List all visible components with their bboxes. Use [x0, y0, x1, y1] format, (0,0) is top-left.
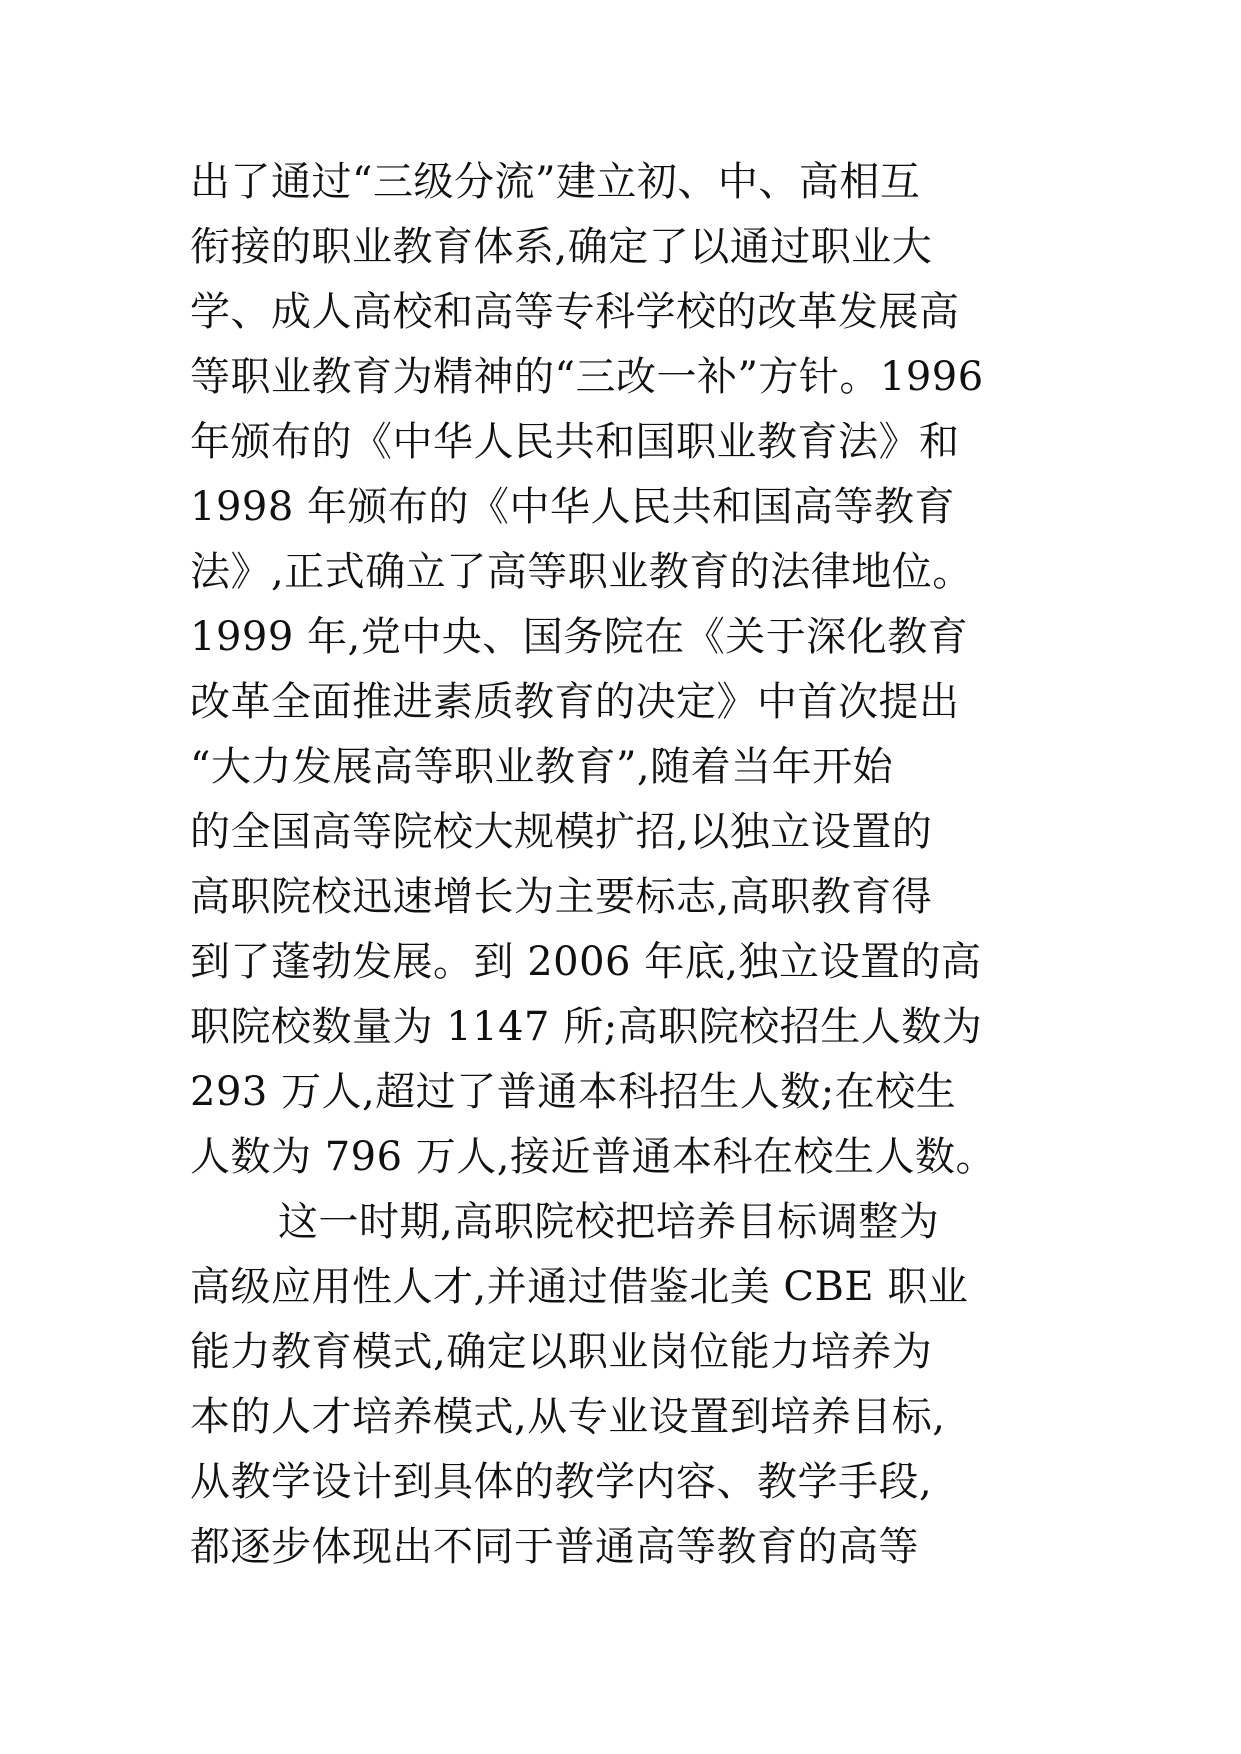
text-line: 法》,正式确立了高等职业教育的法律地位。 — [190, 549, 973, 595]
text-line: 衔接的职业教育体系,确定了以通过职业大 — [190, 224, 933, 270]
text-line: 出了通过“三级分流”建立初、中、高相互 — [190, 159, 921, 205]
text-line: 1998 年颁布的《中华人民共和国高等教育 — [190, 484, 956, 530]
text-line: 高职院校迅速增长为主要标志,高职教育得 — [190, 874, 933, 920]
text-line: 本的人才培养模式,从专业设置到培养目标, — [190, 1394, 946, 1440]
text-line: 改革全面推进素质教育的决定》中首次提出 — [190, 679, 960, 725]
text-line: 都逐步体现出不同于普通高等教育的高等 — [190, 1524, 919, 1570]
text-line: 到了蓬勃发展。到 2006 年底,独立设置的高 — [190, 939, 982, 985]
paragraph-start-line: 这一时期,高职院校把培养目标调整为 — [278, 1199, 940, 1245]
text-line: 1999 年,党中央、国务院在《关于深化教育 — [190, 614, 969, 660]
text-line: 从教学设计到具体的教学内容、教学手段, — [190, 1459, 933, 1505]
text-line: 学、成人高校和高等专科学校的改革发展高 — [190, 289, 960, 335]
text-line: 等职业教育为精神的“三改一补”方针。1996 — [190, 354, 984, 400]
text-line: 人数为 796 万人,接近普通本科在校生人数。 — [190, 1134, 996, 1180]
text-line: “大力发展高等职业教育”,随着当年开始 — [190, 744, 894, 790]
text-line: 高级应用性人才,并通过借鉴北美 CBE 职业 — [190, 1264, 969, 1310]
text-line: 的全国高等院校大规模扩招,以独立设置的 — [190, 809, 933, 855]
text-line: 职院校数量为 1147 所;高职院校招生人数为 — [190, 1004, 983, 1050]
body-text — [190, 150, 1070, 1580]
text-line: 293 万人,超过了普通本科招生人数;在校生 — [190, 1069, 957, 1115]
text-line: 年颁布的《中华人民共和国职业教育法》和 — [190, 419, 960, 465]
text-line: 能力教育模式,确定以职业岗位能力培养为 — [190, 1329, 933, 1375]
